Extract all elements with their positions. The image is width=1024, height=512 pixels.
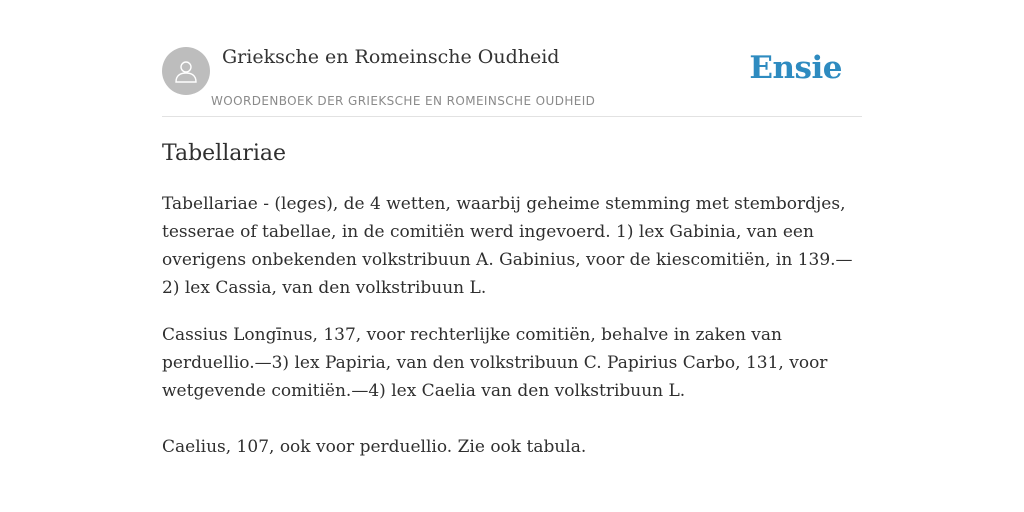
entry-title: Tabellariae (162, 141, 287, 166)
header (162, 40, 862, 117)
entry-paragraph: Cassius Longīnus, 137, voor rechterlijke comitiën, behalve in zaken van perduellio.—3) lex Papiria, van den volkstribuun C. Papirius Carbo, 131, voor wetgevende comitiën.—4) lex Caelia van den volkstribuun L. (162, 325, 828, 401)
brand-logo[interactable]: Ensie (749, 50, 842, 86)
source-title[interactable]: Grieksche en Romeinsche Oudheid (222, 46, 560, 68)
user-icon (172, 57, 200, 85)
entry-content (162, 138, 868, 461)
source-subtitle: WOORDENBOEK DER GRIEKSCHE EN ROMEINSCHE OUDHEID (211, 94, 596, 108)
source-avatar[interactable] (162, 47, 210, 95)
entry-paragraph: Tabellariae - (leges), de 4 wetten, waarbij geheime stemming met stembordjes, tesserae of tabellae, in de comitiën werd ingevoerd. 1) lex Gabinia, van een overigens onbekenden volkstribuun A. Gabinius, voor de kiescomitiën, in 139.—2) lex Cassia, van den volkstribuun L. (162, 194, 853, 298)
entry-paragraph: Caelius, 107, ook voor perduellio. Zie ook tabula. (162, 437, 587, 457)
